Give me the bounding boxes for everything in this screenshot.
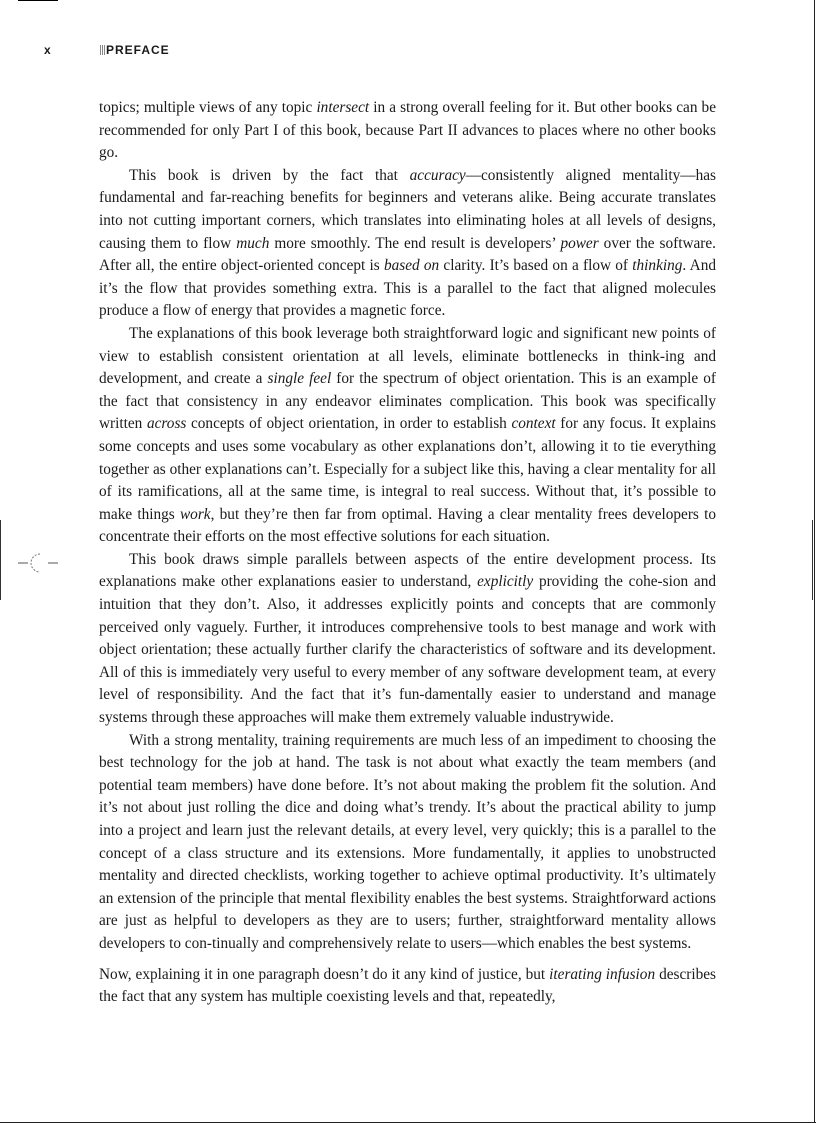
italic-text: thinking (632, 257, 683, 275)
italic-text: across (146, 415, 187, 433)
paragraph (99, 323, 716, 549)
text-run: over the software. After all, the entire object-oriented concept is (99, 234, 716, 275)
italic-text: intersect (316, 99, 370, 116)
body-text (99, 97, 716, 1009)
text-run: clarity. It’s based on a flow of (439, 257, 633, 275)
text-run: more smoothly. The end result is developers’ (269, 234, 561, 252)
header-ornament (100, 45, 105, 55)
italic-text: context (511, 415, 556, 433)
text-run: providing the cohe-sion and intuition that they don’t. Also, it addresses explicitly points and concepts that are commonly perceived only vaguely. Further, it introduces comprehensive tools to best manage and work with object orientation; these actually further clarify the characteristics of software and its development. All of this is immediately very useful to every member of any software development team, at every level of responsibility. And the fact that it’s fun-damentally easier to understand and manage systems through these approaches will make them extremely valuable industrywide. (99, 573, 716, 727)
text-run: This book draws simple parallels between aspects of the entire development process. Its explanations make other explanations easier to understand, (99, 550, 716, 591)
top-rule (18, 0, 58, 1)
italic-text: power (560, 234, 599, 252)
text-run: for the spectrum of object orientation. This is an example of the fact that consistency in any endeavor eliminates complication. This book was specifically written (99, 370, 716, 433)
text-run: in a strong overall feeling for it. But other books can be recommended for only Part I of this book, because Part II advances to places where no other books go. (99, 99, 716, 162)
right-margin-tick (812, 520, 813, 600)
text-run: concepts of object orientation, in order to establish (186, 415, 512, 433)
italic-text: explicitly (477, 573, 534, 591)
text-run: This book is driven by the fact that (129, 166, 410, 184)
text-run: describes the fact that any system has multiple coexisting levels and that, repeatedly, (99, 965, 716, 1006)
text-run: , but they’re then far from optimal. Having a clear mentality frees developers to concentrate their efforts on the most effective solutions for each situation. (99, 505, 716, 546)
italic-text: single feel (267, 370, 332, 388)
italic-text: much (236, 234, 270, 252)
text-run: Now, explaining it in one paragraph doesn’t do it any kind of justice, but (99, 965, 550, 983)
registration-mark-icon (18, 551, 60, 575)
text-run: With a strong mentality, training requirements are much less of an impediment to choosing the best technology for the job at hand. The task is not about what exactly the team members (and potential team members) have done before. It’s not about making the problem fit the solution. And it’s not about just rolling the dice and doing what’s trendy. It’s about the practical ability to jump into a project and learn just the relevant details, at every level, very quickly; this is a parallel to the concept of a class structure and its extensions. More fundamentally, it applies to unobstructed mentality and directed checklists, working together to achieve optimal productivity. It’s ultimately an extension of the principle that mental flexibility enables the best systems. Straightforward actions are just as helpful to developers as they are to users; further, straightforward mentality allows developers to con-tinually and comprehensively relate to users—which enables the best systems. (99, 731, 716, 952)
running-header (100, 43, 170, 57)
paragraph (99, 97, 716, 165)
text-run: —consistently aligned mentality—has fundamental and far-reaching benefits for beginners and veterans alike. Being accurate translates into not cutting important corners, which translates into eliminating holes at all levels of designs, causing them to flow (99, 166, 716, 252)
paragraph (99, 964, 716, 1009)
italic-text: accuracy (409, 166, 466, 184)
italic-text: based on (383, 257, 440, 275)
italic-text: work (179, 505, 211, 523)
text-run: for any focus. It explains some concepts and uses some vocabulary as other explanations don’t, allowing it to tie everything together as other explanations can’t. Especially for a subject like this, having a clear mentality for all of its ramifications, all at the same time, is integral to real success. Without that, it’s possible to make things (99, 415, 716, 523)
text-run: The explanations of this book leverage both straightforward logic and significant new points of view to establish consistent orientation at all levels, eliminate bottlenecks in think-ing and development, and create a (99, 324, 716, 388)
page-number: x (44, 43, 52, 57)
paragraph (99, 549, 716, 730)
paragraph (99, 730, 716, 956)
page-right-edge (814, 0, 815, 1123)
text-run: topics; multiple views of any topic (99, 99, 317, 116)
italic-text: iterating infusion (549, 965, 656, 983)
left-margin-tick (0, 520, 1, 600)
running-title: PREFACE (106, 43, 170, 57)
text-run: . And it’s the flow that provides something extra. This is a parallel to the fact that aligned molecules produce a flow of energy that provides a magnetic force. (99, 257, 716, 320)
paragraph (99, 165, 716, 323)
